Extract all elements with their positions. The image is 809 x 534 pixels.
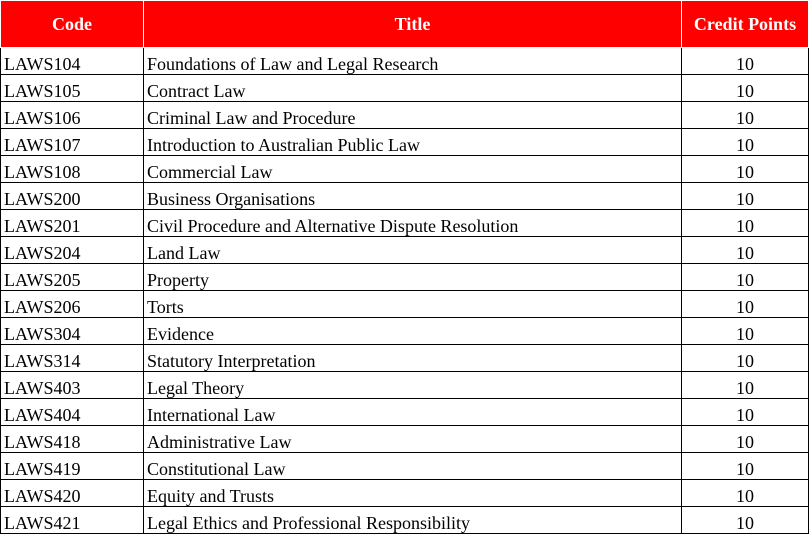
credit-points-cell: 10 xyxy=(682,264,809,291)
unit-code-cell: LAWS201 xyxy=(1,210,144,237)
credit-points-cell: 10 xyxy=(682,102,809,129)
table-row xyxy=(1,264,809,291)
table-row xyxy=(1,75,809,102)
table-row xyxy=(1,183,809,210)
table-row xyxy=(1,102,809,129)
unit-title-cell: Foundations of Law and Legal Research xyxy=(144,48,682,75)
table-row xyxy=(1,210,809,237)
unit-title-cell: Constitutional Law xyxy=(144,453,682,480)
unit-code-cell: LAWS419 xyxy=(1,453,144,480)
column-header-title: Title xyxy=(144,1,682,48)
unit-title-cell: Civil Procedure and Alternative Dispute Resolution xyxy=(144,210,682,237)
credit-points-cell: 10 xyxy=(682,318,809,345)
credit-points-cell: 10 xyxy=(682,426,809,453)
unit-code-cell: LAWS403 xyxy=(1,372,144,399)
table-row xyxy=(1,345,809,372)
unit-code-cell: LAWS108 xyxy=(1,156,144,183)
unit-code-cell: LAWS421 xyxy=(1,507,144,534)
unit-title-cell: Criminal Law and Procedure xyxy=(144,102,682,129)
unit-title-cell: Statutory Interpretation xyxy=(144,345,682,372)
unit-title-cell: Administrative Law xyxy=(144,426,682,453)
unit-title-cell: Commercial Law xyxy=(144,156,682,183)
credit-points-cell: 10 xyxy=(682,507,809,534)
column-header-code: Code xyxy=(1,1,144,48)
table-row xyxy=(1,129,809,156)
unit-code-cell: LAWS420 xyxy=(1,480,144,507)
table-row xyxy=(1,480,809,507)
unit-code-cell: LAWS418 xyxy=(1,426,144,453)
unit-code-cell: LAWS200 xyxy=(1,183,144,210)
unit-code-cell: LAWS314 xyxy=(1,345,144,372)
table-row xyxy=(1,453,809,480)
table-row xyxy=(1,372,809,399)
unit-title-cell: Contract Law xyxy=(144,75,682,102)
table-row xyxy=(1,399,809,426)
unit-title-cell: Land Law xyxy=(144,237,682,264)
unit-title-cell: Equity and Trusts xyxy=(144,480,682,507)
credit-points-cell: 10 xyxy=(682,183,809,210)
unit-code-cell: LAWS206 xyxy=(1,291,144,318)
unit-code-cell: LAWS205 xyxy=(1,264,144,291)
unit-code-cell: LAWS106 xyxy=(1,102,144,129)
unit-code-cell: LAWS105 xyxy=(1,75,144,102)
table-row xyxy=(1,48,809,75)
unit-code-cell: LAWS204 xyxy=(1,237,144,264)
header-row xyxy=(1,1,809,48)
column-header-credit-points: Credit Points xyxy=(682,1,809,48)
credit-points-cell: 10 xyxy=(682,291,809,318)
credit-points-cell: 10 xyxy=(682,237,809,264)
table-row xyxy=(1,237,809,264)
table-row xyxy=(1,318,809,345)
unit-title-cell: International Law xyxy=(144,399,682,426)
table-row xyxy=(1,156,809,183)
unit-title-cell: Legal Ethics and Professional Responsibility xyxy=(144,507,682,534)
credit-points-cell: 10 xyxy=(682,210,809,237)
unit-title-cell: Business Organisations xyxy=(144,183,682,210)
table-row xyxy=(1,507,809,534)
credit-points-cell: 10 xyxy=(682,75,809,102)
credit-points-cell: 10 xyxy=(682,345,809,372)
credit-points-cell: 10 xyxy=(682,399,809,426)
credit-points-cell: 10 xyxy=(682,453,809,480)
credit-points-cell: 10 xyxy=(682,372,809,399)
unit-code-cell: LAWS304 xyxy=(1,318,144,345)
credit-points-cell: 10 xyxy=(682,48,809,75)
unit-code-cell: LAWS404 xyxy=(1,399,144,426)
unit-code-cell: LAWS107 xyxy=(1,129,144,156)
credit-points-cell: 10 xyxy=(682,480,809,507)
table-row xyxy=(1,291,809,318)
unit-title-cell: Property xyxy=(144,264,682,291)
unit-title-cell: Torts xyxy=(144,291,682,318)
table-body xyxy=(1,48,809,534)
table-row xyxy=(1,426,809,453)
unit-title-cell: Legal Theory xyxy=(144,372,682,399)
unit-code-cell: LAWS104 xyxy=(1,48,144,75)
unit-title-cell: Introduction to Australian Public Law xyxy=(144,129,682,156)
credit-points-cell: 10 xyxy=(682,156,809,183)
credit-points-cell: 10 xyxy=(682,129,809,156)
unit-title-cell: Evidence xyxy=(144,318,682,345)
table-header xyxy=(1,1,809,48)
